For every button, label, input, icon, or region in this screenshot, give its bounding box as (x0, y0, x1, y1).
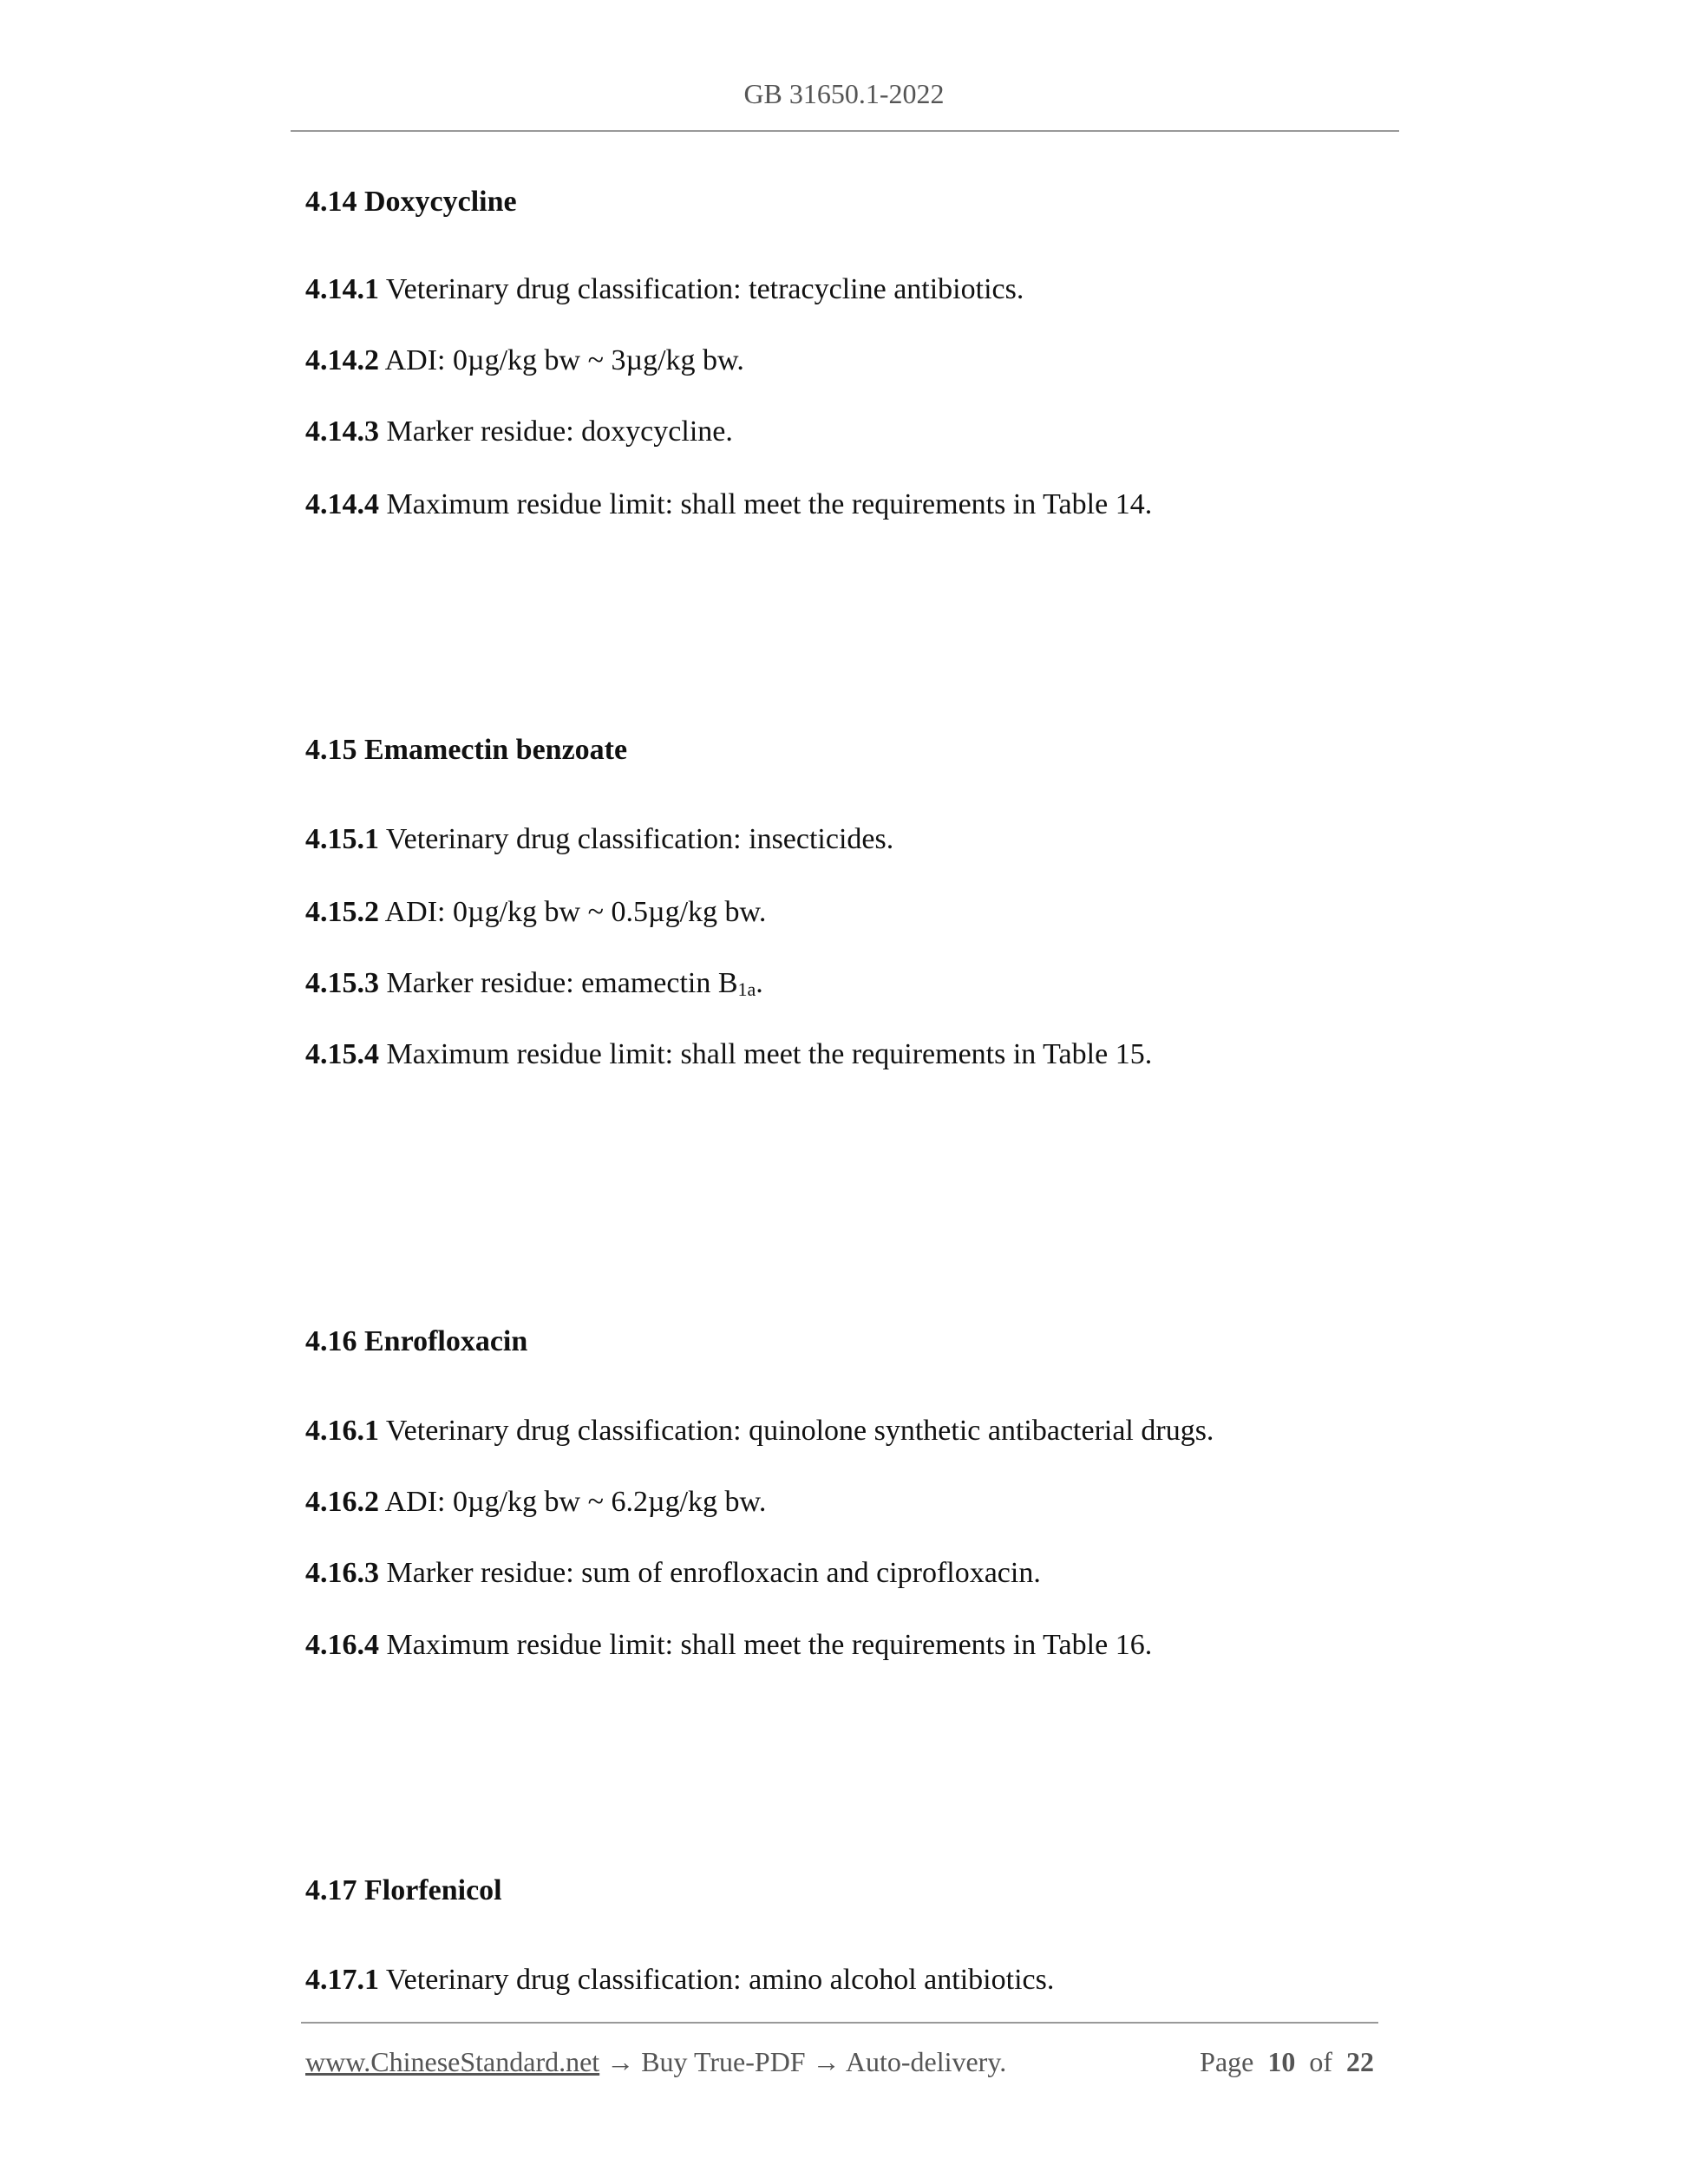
clause-number: 4.14.2 (305, 344, 379, 376)
of-label: of (1309, 2046, 1332, 2077)
clause-text: Marker residue: sum of enrofloxacin and ciprofloxacin. (379, 1557, 1041, 1589)
clause-text: Marker residue: emamectin B (379, 967, 738, 999)
clause-number: 4.15.4 (305, 1038, 379, 1070)
clause-line (305, 1556, 1041, 1591)
subscript: 1a (737, 978, 756, 1000)
clause-line (305, 487, 1152, 522)
clause-number: 4.17 Florfenicol (305, 1874, 502, 1906)
clause-text: Maximum residue limit: shall meet the requirements in Table 16. (379, 1629, 1153, 1661)
clause-text: Maximum residue limit: shall meet the requirements in Table 15. (379, 1038, 1153, 1070)
clause-line (305, 1963, 1054, 1998)
clause-number: 4.14.1 (305, 273, 379, 305)
clause-line (305, 966, 763, 1004)
document-header-title: GB 31650.1-2022 (743, 78, 945, 109)
clause-line (305, 1485, 766, 1520)
clause-text-end: . (756, 967, 763, 999)
clause-line (305, 895, 766, 930)
clause-line (305, 415, 733, 449)
clause-text: Maximum residue limit: shall meet the requirements in Table 14. (379, 488, 1153, 520)
clause-text: ADI: 0µg/kg bw ~ 3µg/kg bw. (379, 344, 744, 376)
clause-text: Veterinary drug classification: insecticides. (379, 823, 894, 855)
clause-number: 4.14.3 (305, 415, 379, 448)
clause-number: 4.16.2 (305, 1486, 379, 1518)
page-label: Page (1200, 2046, 1254, 2077)
section-heading (305, 185, 517, 219)
footer-tagline: → Buy True-PDF → Auto-delivery. (599, 2046, 1007, 2077)
clause-number: 4.15.3 (305, 967, 379, 999)
clause-line (305, 1628, 1152, 1663)
website-link[interactable]: www.ChineseStandard.net (305, 2046, 600, 2077)
clause-text: Veterinary drug classification: amino alcohol antibiotics. (379, 1964, 1055, 1996)
clause-text: ADI: 0µg/kg bw ~ 6.2µg/kg bw. (379, 1486, 767, 1518)
clause-line (305, 343, 744, 378)
clause-number: 4.15 Emamectin benzoate (305, 734, 628, 766)
clause-text: Marker residue: doxycycline. (379, 415, 733, 448)
clause-number: 4.16.3 (305, 1557, 379, 1589)
clause-number: 4.14.4 (305, 488, 379, 520)
section-heading (305, 1873, 502, 1908)
clause-number: 4.16.1 (305, 1415, 379, 1447)
clause-number: 4.14 Doxycycline (305, 186, 517, 218)
clause-number: 4.15.2 (305, 896, 379, 928)
clause-line (305, 1414, 1214, 1448)
total-pages: 22 (1346, 2046, 1374, 2077)
footer-left (305, 2044, 1006, 2079)
clause-line (305, 822, 893, 857)
clause-text: ADI: 0µg/kg bw ~ 0.5µg/kg bw. (379, 896, 767, 928)
clause-number: 4.16 Enrofloxacin (305, 1325, 528, 1357)
clause-number: 4.17.1 (305, 1964, 379, 1996)
section-heading (305, 1324, 527, 1359)
page-number (1200, 2044, 1374, 2079)
clause-line (305, 1037, 1152, 1072)
clause-line (305, 272, 1024, 307)
section-heading (305, 733, 627, 768)
clause-text: Veterinary drug classification: quinolone synthetic antibacterial drugs. (379, 1415, 1214, 1447)
header-divider (291, 130, 1399, 132)
current-page: 10 (1267, 2046, 1296, 2077)
clause-number: 4.15.1 (305, 823, 379, 855)
clause-number: 4.16.4 (305, 1629, 379, 1661)
clause-text: Veterinary drug classification: tetracycline antibiotics. (379, 273, 1024, 305)
footer-divider (301, 2022, 1378, 2024)
